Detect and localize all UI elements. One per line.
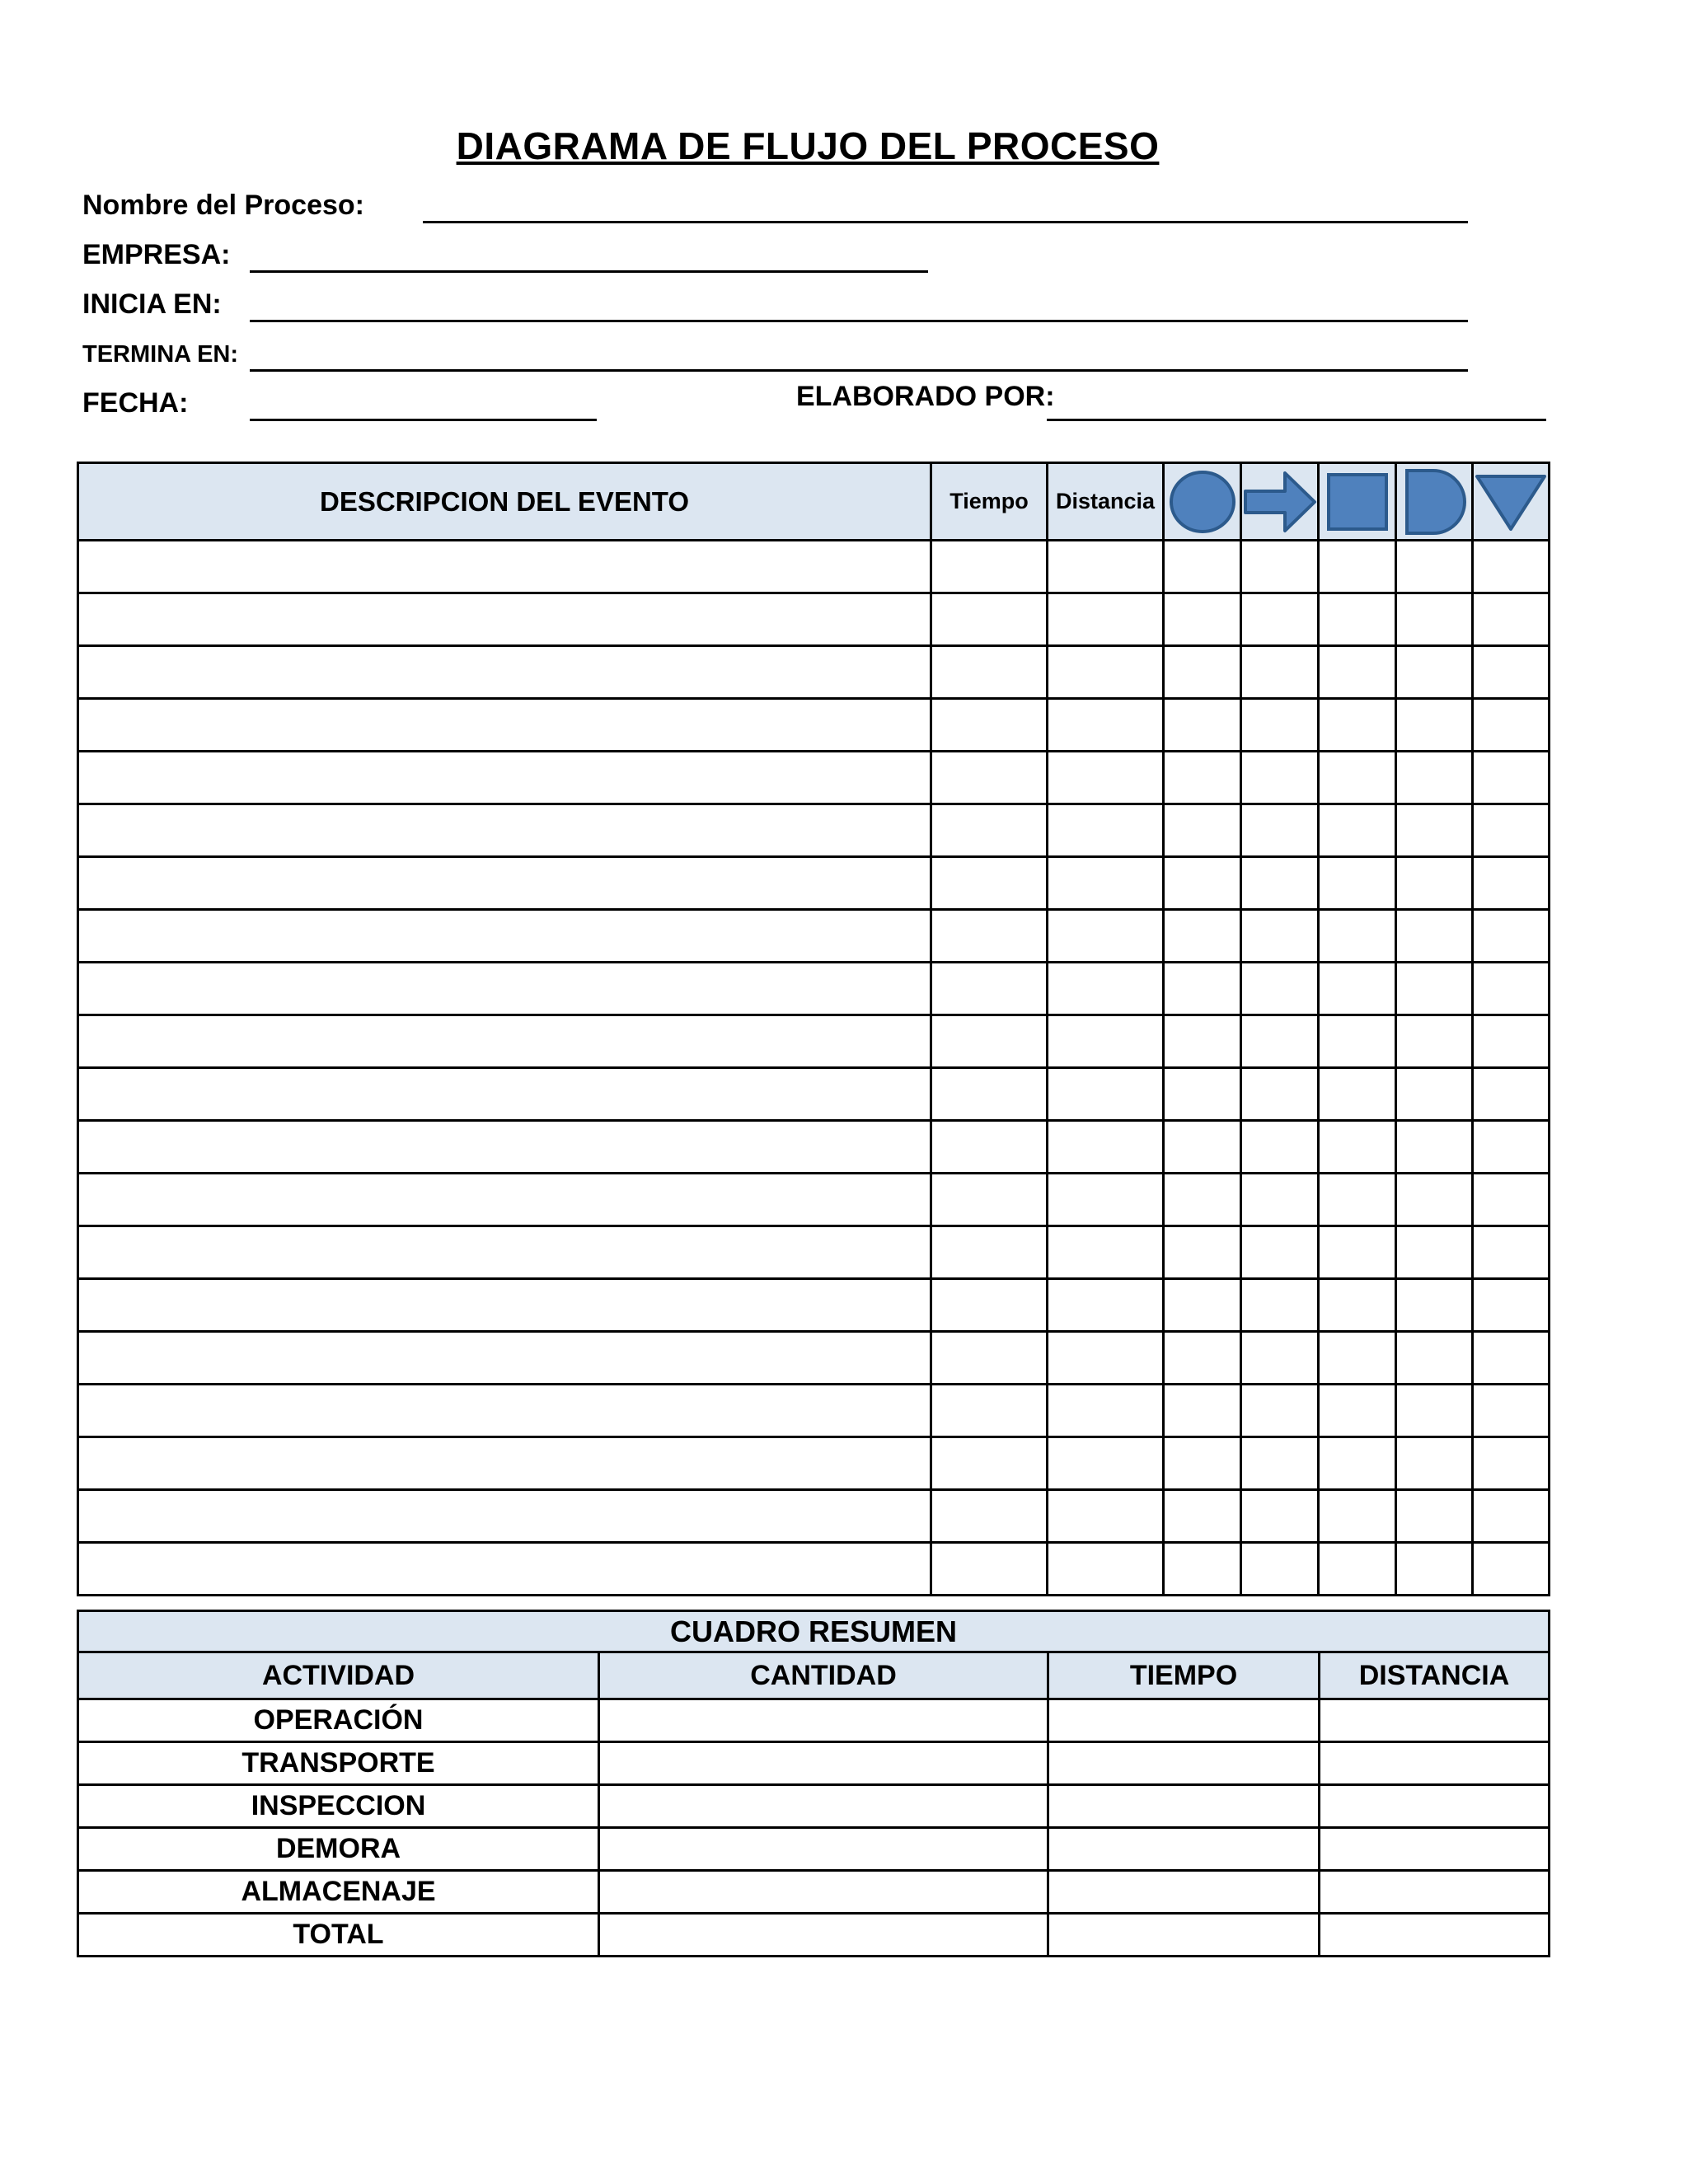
- delay-cell[interactable]: [1396, 1174, 1473, 1226]
- storage-cell[interactable]: [1473, 1543, 1550, 1596]
- storage-cell[interactable]: [1473, 1332, 1550, 1385]
- time-cell[interactable]: [1048, 1914, 1320, 1957]
- ends-at-field[interactable]: [250, 369, 1468, 372]
- delay-cell[interactable]: [1396, 1121, 1473, 1174]
- delay-cell[interactable]: [1396, 1068, 1473, 1121]
- triangle-down-icon: [1474, 470, 1548, 534]
- operation-cell[interactable]: [1164, 1543, 1241, 1596]
- inspection-symbol-header: [1319, 463, 1396, 541]
- inspection-cell[interactable]: [1319, 1015, 1396, 1068]
- transport-cell[interactable]: [1241, 1543, 1319, 1596]
- description-cell[interactable]: [78, 1385, 931, 1437]
- description-cell[interactable]: [78, 1121, 931, 1174]
- event-row: [78, 804, 1550, 857]
- summary-row: [78, 1871, 1550, 1914]
- storage-cell[interactable]: [1473, 1121, 1550, 1174]
- transport-cell[interactable]: [1241, 1015, 1319, 1068]
- event-row: [78, 1332, 1550, 1385]
- distance-cell[interactable]: [1048, 593, 1164, 646]
- transport-cell[interactable]: [1241, 1437, 1319, 1490]
- description-cell[interactable]: [78, 1015, 931, 1068]
- time-cell[interactable]: [931, 1174, 1048, 1226]
- event-row: [78, 699, 1550, 752]
- quantity-cell[interactable]: [599, 1828, 1048, 1871]
- summary-row: [78, 1742, 1550, 1785]
- time-cell[interactable]: [931, 1279, 1048, 1332]
- distance-column-header: DISTANCIA: [1320, 1652, 1550, 1699]
- transport-cell[interactable]: [1241, 1332, 1319, 1385]
- process-name-field[interactable]: [423, 221, 1468, 223]
- time-cell[interactable]: [1048, 1871, 1320, 1914]
- inspection-cell[interactable]: [1319, 1279, 1396, 1332]
- transport-symbol-header: [1241, 463, 1319, 541]
- time-cell[interactable]: [931, 963, 1048, 1015]
- event-row: [78, 541, 1550, 593]
- starts-at-field[interactable]: [250, 320, 1468, 322]
- d-shape-icon: [1399, 466, 1470, 537]
- summary-row: [78, 1914, 1550, 1957]
- transport-cell[interactable]: [1241, 857, 1319, 910]
- inspection-cell[interactable]: [1319, 1543, 1396, 1596]
- time-cell[interactable]: [931, 593, 1048, 646]
- distance-cell[interactable]: [1048, 804, 1164, 857]
- inspection-cell[interactable]: [1319, 963, 1396, 1015]
- transport-cell[interactable]: [1241, 752, 1319, 804]
- time-cell[interactable]: [931, 1332, 1048, 1385]
- time-cell[interactable]: [931, 1385, 1048, 1437]
- quantity-cell[interactable]: [599, 1742, 1048, 1785]
- inspection-cell[interactable]: [1319, 1068, 1396, 1121]
- time-cell[interactable]: [931, 1015, 1048, 1068]
- inspection-cell[interactable]: [1319, 1490, 1396, 1543]
- time-cell[interactable]: [931, 1068, 1048, 1121]
- transport-cell[interactable]: [1241, 910, 1319, 963]
- transport-cell[interactable]: [1241, 699, 1319, 752]
- quantity-cell[interactable]: [599, 1699, 1048, 1742]
- distance-cell[interactable]: [1048, 646, 1164, 699]
- distance-cell[interactable]: [1320, 1785, 1550, 1828]
- inspection-cell[interactable]: [1319, 857, 1396, 910]
- company-label: EMPRESA:: [82, 239, 231, 270]
- delay-cell[interactable]: [1396, 699, 1473, 752]
- description-cell[interactable]: [78, 1068, 931, 1121]
- activity-column-header: ACTIVIDAD: [78, 1652, 599, 1699]
- event-row: [78, 1543, 1550, 1596]
- date-field[interactable]: [250, 419, 597, 421]
- event-row: [78, 1385, 1550, 1437]
- description-cell[interactable]: [78, 1174, 931, 1226]
- distance-cell[interactable]: [1048, 699, 1164, 752]
- distance-cell[interactable]: [1048, 1174, 1164, 1226]
- activity-label: DEMORA: [78, 1828, 599, 1871]
- inspection-cell[interactable]: [1319, 646, 1396, 699]
- transport-cell[interactable]: [1241, 593, 1319, 646]
- event-row: [78, 1068, 1550, 1121]
- storage-cell[interactable]: [1473, 699, 1550, 752]
- distance-cell[interactable]: [1320, 1828, 1550, 1871]
- distance-cell[interactable]: [1320, 1871, 1550, 1914]
- operation-cell[interactable]: [1164, 857, 1241, 910]
- description-cell[interactable]: [78, 963, 931, 1015]
- storage-cell[interactable]: [1473, 1015, 1550, 1068]
- distance-cell[interactable]: [1048, 1015, 1164, 1068]
- storage-cell[interactable]: [1473, 1490, 1550, 1543]
- distance-cell[interactable]: [1048, 1068, 1164, 1121]
- prepared-by-field[interactable]: [1047, 419, 1546, 421]
- event-row: [78, 593, 1550, 646]
- event-row: [78, 963, 1550, 1015]
- storage-cell[interactable]: [1473, 1437, 1550, 1490]
- activity-label: OPERACIÓN: [78, 1699, 599, 1742]
- event-row: [78, 752, 1550, 804]
- summary-table: [77, 1610, 1550, 1957]
- event-row: [78, 1015, 1550, 1068]
- time-cell[interactable]: [1048, 1828, 1320, 1871]
- inspection-cell[interactable]: [1319, 1121, 1396, 1174]
- transport-cell[interactable]: [1241, 1174, 1319, 1226]
- description-cell[interactable]: [78, 646, 931, 699]
- inspection-cell[interactable]: [1319, 699, 1396, 752]
- inspection-cell[interactable]: [1319, 910, 1396, 963]
- square-icon: [1322, 468, 1393, 536]
- time-cell[interactable]: [931, 1543, 1048, 1596]
- description-cell[interactable]: [78, 699, 931, 752]
- event-row: [78, 1174, 1550, 1226]
- storage-cell[interactable]: [1473, 857, 1550, 910]
- operation-cell[interactable]: [1164, 1121, 1241, 1174]
- description-cell[interactable]: [78, 1332, 931, 1385]
- inspection-cell[interactable]: [1319, 1174, 1396, 1226]
- time-cell[interactable]: [1048, 1742, 1320, 1785]
- time-cell[interactable]: [931, 646, 1048, 699]
- time-cell[interactable]: [931, 1226, 1048, 1279]
- quantity-column-header: CANTIDAD: [599, 1652, 1048, 1699]
- process-name-label: Nombre del Proceso:: [82, 190, 364, 221]
- transport-cell[interactable]: [1241, 646, 1319, 699]
- delay-cell[interactable]: [1396, 910, 1473, 963]
- description-cell[interactable]: [78, 910, 931, 963]
- time-cell[interactable]: [931, 1121, 1048, 1174]
- distance-cell[interactable]: [1048, 541, 1164, 593]
- quantity-cell[interactable]: [599, 1871, 1048, 1914]
- operation-cell[interactable]: [1164, 963, 1241, 1015]
- operation-cell[interactable]: [1164, 1437, 1241, 1490]
- delay-cell[interactable]: [1396, 752, 1473, 804]
- operation-cell[interactable]: [1164, 1226, 1241, 1279]
- operation-cell[interactable]: [1164, 1332, 1241, 1385]
- delay-cell[interactable]: [1396, 1490, 1473, 1543]
- event-row: [78, 646, 1550, 699]
- distance-cell[interactable]: [1048, 1543, 1164, 1596]
- summary-row: [78, 1785, 1550, 1828]
- event-row: [78, 910, 1550, 963]
- distance-cell[interactable]: [1048, 857, 1164, 910]
- description-header: DESCRIPCION DEL EVENTO: [78, 463, 931, 541]
- operation-cell[interactable]: [1164, 1490, 1241, 1543]
- delay-cell[interactable]: [1396, 1543, 1473, 1596]
- operation-symbol-header: [1164, 463, 1241, 541]
- summary-row: [78, 1828, 1550, 1871]
- summary-row: [78, 1699, 1550, 1742]
- quantity-cell[interactable]: [599, 1914, 1048, 1957]
- time-cell[interactable]: [931, 804, 1048, 857]
- storage-cell[interactable]: [1473, 804, 1550, 857]
- delay-cell[interactable]: [1396, 541, 1473, 593]
- delay-cell[interactable]: [1396, 857, 1473, 910]
- summary-title: CUADRO RESUMEN: [78, 1611, 1550, 1652]
- inspection-cell[interactable]: [1319, 1226, 1396, 1279]
- storage-cell[interactable]: [1473, 910, 1550, 963]
- transport-cell[interactable]: [1241, 1490, 1319, 1543]
- distance-cell[interactable]: [1048, 1279, 1164, 1332]
- company-field[interactable]: [250, 270, 928, 273]
- delay-cell[interactable]: [1396, 646, 1473, 699]
- description-cell[interactable]: [78, 857, 931, 910]
- storage-cell[interactable]: [1473, 1226, 1550, 1279]
- time-cell[interactable]: [931, 752, 1048, 804]
- activity-label: ALMACENAJE: [78, 1871, 599, 1914]
- distance-cell[interactable]: [1048, 1385, 1164, 1437]
- delay-cell[interactable]: [1396, 963, 1473, 1015]
- description-cell[interactable]: [78, 1490, 931, 1543]
- activity-label: TRANSPORTE: [78, 1742, 599, 1785]
- event-table: [77, 462, 1550, 1596]
- time-cell[interactable]: [1048, 1785, 1320, 1828]
- event-table-header: [78, 463, 1550, 541]
- time-cell[interactable]: [931, 1490, 1048, 1543]
- transport-cell[interactable]: [1241, 1068, 1319, 1121]
- event-row: [78, 857, 1550, 910]
- distance-cell[interactable]: [1048, 1490, 1164, 1543]
- storage-cell[interactable]: [1473, 963, 1550, 1015]
- storage-symbol-header: [1473, 463, 1550, 541]
- event-row: [78, 1121, 1550, 1174]
- time-cell[interactable]: [1048, 1699, 1320, 1742]
- storage-cell[interactable]: [1473, 1279, 1550, 1332]
- arrow-right-icon: [1242, 468, 1318, 536]
- description-cell[interactable]: [78, 593, 931, 646]
- operation-cell[interactable]: [1164, 593, 1241, 646]
- distance-cell[interactable]: [1048, 910, 1164, 963]
- delay-symbol-header: [1396, 463, 1473, 541]
- circle-icon: [1167, 468, 1238, 536]
- inspection-cell[interactable]: [1319, 1437, 1396, 1490]
- operation-cell[interactable]: [1164, 1068, 1241, 1121]
- storage-cell[interactable]: [1473, 541, 1550, 593]
- operation-cell[interactable]: [1164, 541, 1241, 593]
- operation-cell[interactable]: [1164, 699, 1241, 752]
- storage-cell[interactable]: [1473, 1174, 1550, 1226]
- transport-cell[interactable]: [1241, 1279, 1319, 1332]
- time-header: Tiempo: [931, 463, 1048, 541]
- distance-cell[interactable]: [1320, 1914, 1550, 1957]
- time-cell[interactable]: [931, 1437, 1048, 1490]
- inspection-cell[interactable]: [1319, 804, 1396, 857]
- distance-header: Distancia: [1048, 463, 1164, 541]
- operation-cell[interactable]: [1164, 1015, 1241, 1068]
- time-column-header: TIEMPO: [1048, 1652, 1320, 1699]
- distance-cell[interactable]: [1048, 1121, 1164, 1174]
- delay-cell[interactable]: [1396, 1332, 1473, 1385]
- summary-title-row: [78, 1611, 1550, 1652]
- time-cell[interactable]: [931, 541, 1048, 593]
- distance-cell[interactable]: [1048, 1226, 1164, 1279]
- distance-cell[interactable]: [1048, 1437, 1164, 1490]
- time-cell[interactable]: [931, 910, 1048, 963]
- storage-cell[interactable]: [1473, 593, 1550, 646]
- operation-cell[interactable]: [1164, 646, 1241, 699]
- storage-cell[interactable]: [1473, 646, 1550, 699]
- storage-cell[interactable]: [1473, 1068, 1550, 1121]
- activity-label: TOTAL: [78, 1914, 599, 1957]
- operation-cell[interactable]: [1164, 804, 1241, 857]
- inspection-cell[interactable]: [1319, 541, 1396, 593]
- description-cell[interactable]: [78, 1437, 931, 1490]
- delay-cell[interactable]: [1396, 593, 1473, 646]
- distance-cell[interactable]: [1048, 1332, 1164, 1385]
- storage-cell[interactable]: [1473, 1385, 1550, 1437]
- description-cell[interactable]: [78, 804, 931, 857]
- distance-cell[interactable]: [1048, 963, 1164, 1015]
- transport-cell[interactable]: [1241, 1385, 1319, 1437]
- summary-header-row: [78, 1652, 1550, 1699]
- delay-cell[interactable]: [1396, 1385, 1473, 1437]
- event-row: [78, 1226, 1550, 1279]
- event-row: [78, 1437, 1550, 1490]
- time-cell[interactable]: [931, 857, 1048, 910]
- transport-cell[interactable]: [1241, 541, 1319, 593]
- inspection-cell[interactable]: [1319, 752, 1396, 804]
- inspection-cell[interactable]: [1319, 593, 1396, 646]
- ends-at-label: TERMINA EN:: [82, 341, 239, 368]
- delay-cell[interactable]: [1396, 1279, 1473, 1332]
- operation-cell[interactable]: [1164, 1385, 1241, 1437]
- storage-cell[interactable]: [1473, 752, 1550, 804]
- operation-cell[interactable]: [1164, 1279, 1241, 1332]
- description-cell[interactable]: [78, 1543, 931, 1596]
- activity-label: INSPECCION: [78, 1785, 599, 1828]
- event-row: [78, 1490, 1550, 1543]
- distance-cell[interactable]: [1048, 752, 1164, 804]
- date-label: FECHA:: [82, 387, 189, 419]
- description-cell[interactable]: [78, 541, 931, 593]
- transport-cell[interactable]: [1241, 804, 1319, 857]
- operation-cell[interactable]: [1164, 910, 1241, 963]
- inspection-cell[interactable]: [1319, 1332, 1396, 1385]
- transport-cell[interactable]: [1241, 1121, 1319, 1174]
- delay-cell[interactable]: [1396, 804, 1473, 857]
- distance-cell[interactable]: [1320, 1699, 1550, 1742]
- inspection-cell[interactable]: [1319, 1385, 1396, 1437]
- delay-cell[interactable]: [1396, 1437, 1473, 1490]
- prepared-by-label: ELABORADO POR:: [796, 381, 1055, 412]
- time-cell[interactable]: [931, 699, 1048, 752]
- transport-cell[interactable]: [1241, 963, 1319, 1015]
- transport-cell[interactable]: [1241, 1226, 1319, 1279]
- description-cell[interactable]: [78, 752, 931, 804]
- operation-cell[interactable]: [1164, 1174, 1241, 1226]
- description-cell[interactable]: [78, 1226, 931, 1279]
- delay-cell[interactable]: [1396, 1015, 1473, 1068]
- quantity-cell[interactable]: [599, 1785, 1048, 1828]
- distance-cell[interactable]: [1320, 1742, 1550, 1785]
- starts-at-label: INICIA EN:: [82, 288, 222, 320]
- event-row: [78, 1279, 1550, 1332]
- operation-cell[interactable]: [1164, 752, 1241, 804]
- page-title: DIAGRAMA DE FLUJO DEL PROCESO: [456, 124, 1160, 167]
- description-cell[interactable]: [78, 1279, 931, 1332]
- delay-cell[interactable]: [1396, 1226, 1473, 1279]
